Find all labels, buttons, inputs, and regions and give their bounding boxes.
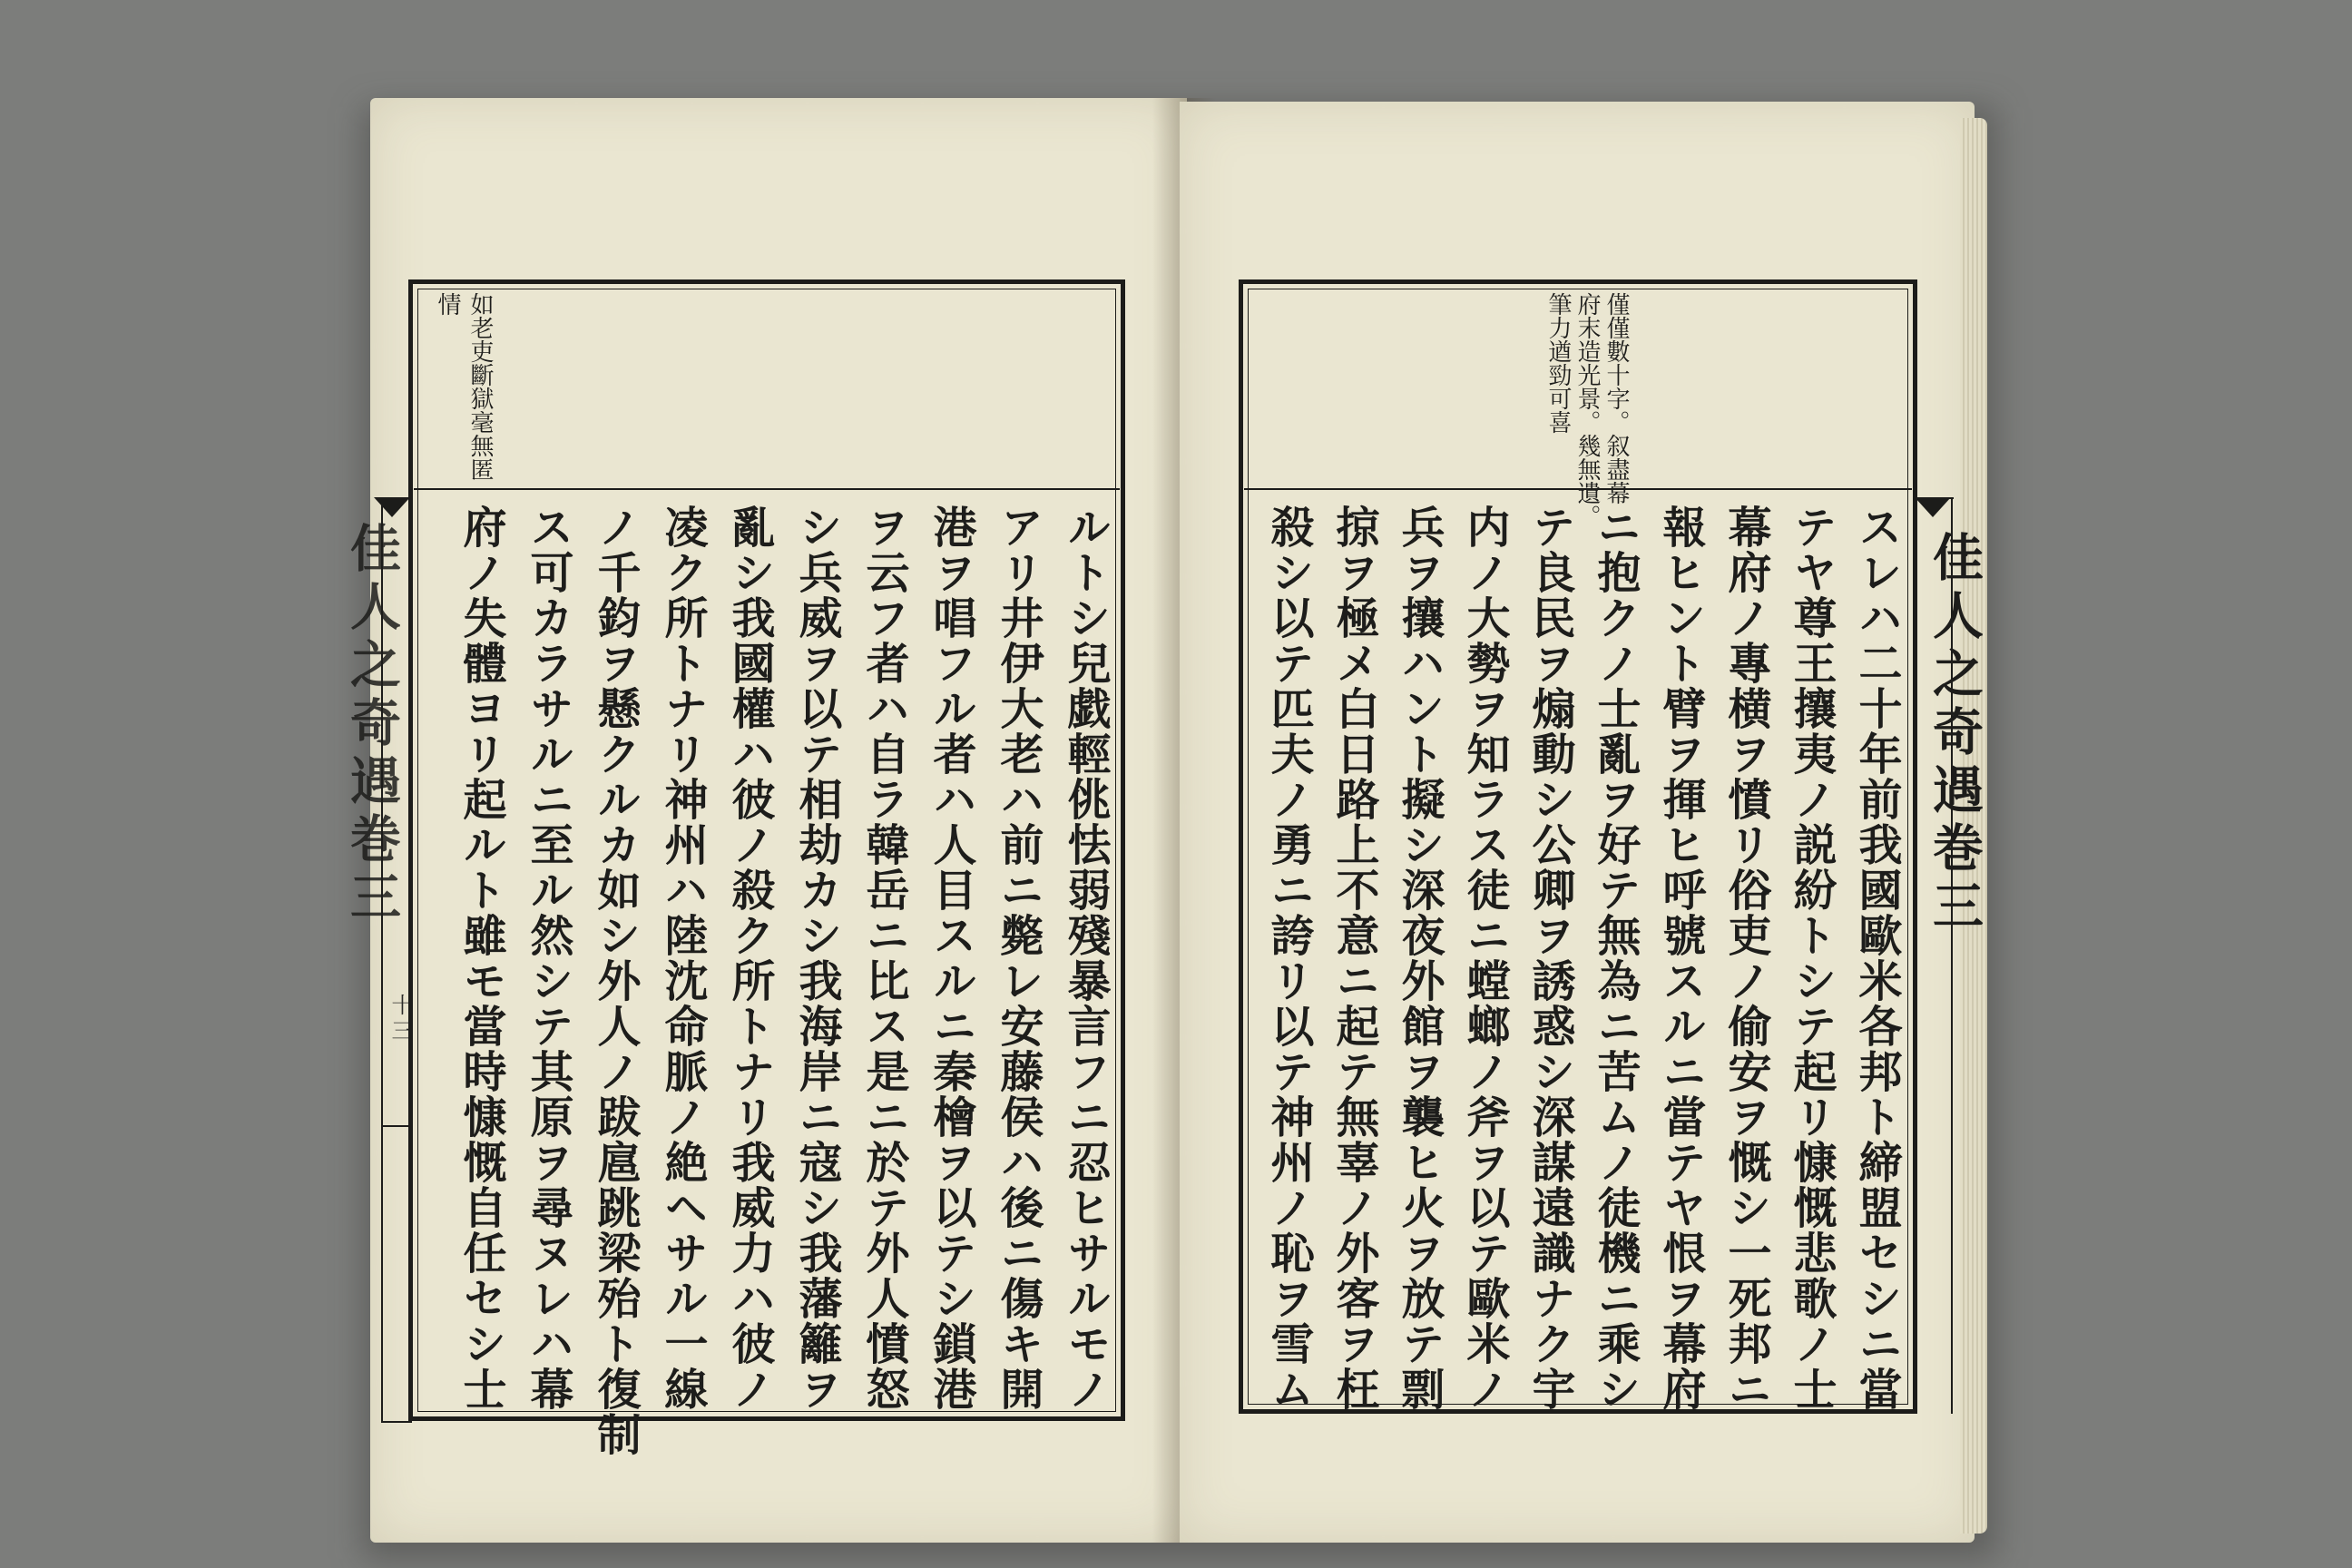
left-body-column-3: 港ヲ唱フル者ハ人目スルニ秦檜ヲ以テシ鎖港: [926, 505, 976, 1412]
left-page-number-rule: [381, 1125, 412, 1127]
left-body-column-4: ヲ云フ者ハ自ラ韓岳ニ比ス是ニ於テ外人憤怒: [858, 505, 909, 1412]
right-body-column-1: スレハ二十年前我國歐米各邦ト締盟セシニ當: [1851, 505, 1902, 1412]
right-headnote-line-1: 僅僅數十字。叙盡幕: [1602, 292, 1630, 505]
left-headnote-line-1: 如老吏斷獄毫無匿: [466, 292, 494, 481]
right-headnote-line-3: 筆力遒勁可喜: [1544, 292, 1572, 434]
left-body-column-6: 亂シ我國權ハ彼ノ殺ク所トナリ我威力ハ彼ノ: [724, 505, 775, 1412]
right-body-column-2: テヤ尊王攘夷ノ説紛トシテ起リ慷慨悲歌ノ士: [1786, 505, 1837, 1412]
right-fishtail-mark: [1915, 497, 1951, 517]
right-body-column-8: 兵ヲ攘ハント擬シ深夜外館ヲ襲ヒ火ヲ放テ剽: [1394, 505, 1445, 1412]
left-fishtail-mark: [374, 497, 410, 517]
left-page-number: 十三: [387, 994, 413, 1044]
right-body-column-5: ニ抱クノ士亂ヲ好テ無為ニ苦ムノ徒機ニ乘シ: [1590, 505, 1641, 1412]
left-body-column-10: 府ノ失體ヨリ起ルト雖モ當時慷慨自任セシ士: [456, 505, 506, 1412]
left-body-column-8: ノ千鈞ヲ懸クルカ如シ外人ノ跋扈跳梁殆ト復制: [590, 505, 641, 1457]
left-body-column-2: アリ井伊大老ハ前ニ斃レ安藤侯ハ後ニ傷キ開: [993, 505, 1044, 1412]
right-body-column-7: 内ノ大勢ヲ知ラス徒ニ螳螂ノ斧ヲ以テ歐米ノ: [1459, 505, 1510, 1412]
left-body-column-9: ス可カラサルニ至ル然シテ其原ヲ尋ヌレハ幕: [523, 505, 573, 1412]
right-body-column-10: 殺シ以テ匹夫ノ勇ニ誇リ以テ神州ノ恥ヲ雪ム: [1263, 505, 1314, 1412]
right-body-column-6: テ良民ヲ煽動シ公卿ヲ誘惑シ深謀遠識ナク宇: [1524, 505, 1575, 1412]
left-running-title: 佳人之奇遇巻三: [342, 522, 402, 928]
left-side-strip-bottom: [381, 1421, 412, 1423]
right-running-title: 佳人之奇遇巻三: [1925, 531, 1984, 937]
right-body-column-3: 幕府ノ專横ヲ憤リ俗吏ノ偷安ヲ慨シ一死邦ニ: [1720, 505, 1771, 1412]
right-body-column-4: 報ヒント臂ヲ揮ヒ呼號スルニ當テヤ恨ヲ幕府: [1655, 505, 1706, 1412]
left-body-column-1: ルトシ兒戯輕佻怯弱殘暴言フニ忍ヒサルモノ: [1060, 505, 1111, 1412]
left-headnote-divider: [414, 488, 1120, 490]
left-body-column-7: 凌ク所トナリ神州ハ陸沈命脈ノ絶ヘサル一線: [657, 505, 708, 1412]
right-body-column-9: 掠ヲ極メ白日路上不意ニ起テ無辜ノ外客ヲ枉: [1328, 505, 1379, 1412]
left-headnote-line-2: 情: [434, 292, 461, 316]
right-headnote-line-2: 府末造光景。幾無遺。: [1573, 292, 1601, 528]
left-body-column-5: シ兵威ヲ以テ相劫カシ我海岸ニ寇シ我藩籬ヲ: [791, 505, 842, 1412]
